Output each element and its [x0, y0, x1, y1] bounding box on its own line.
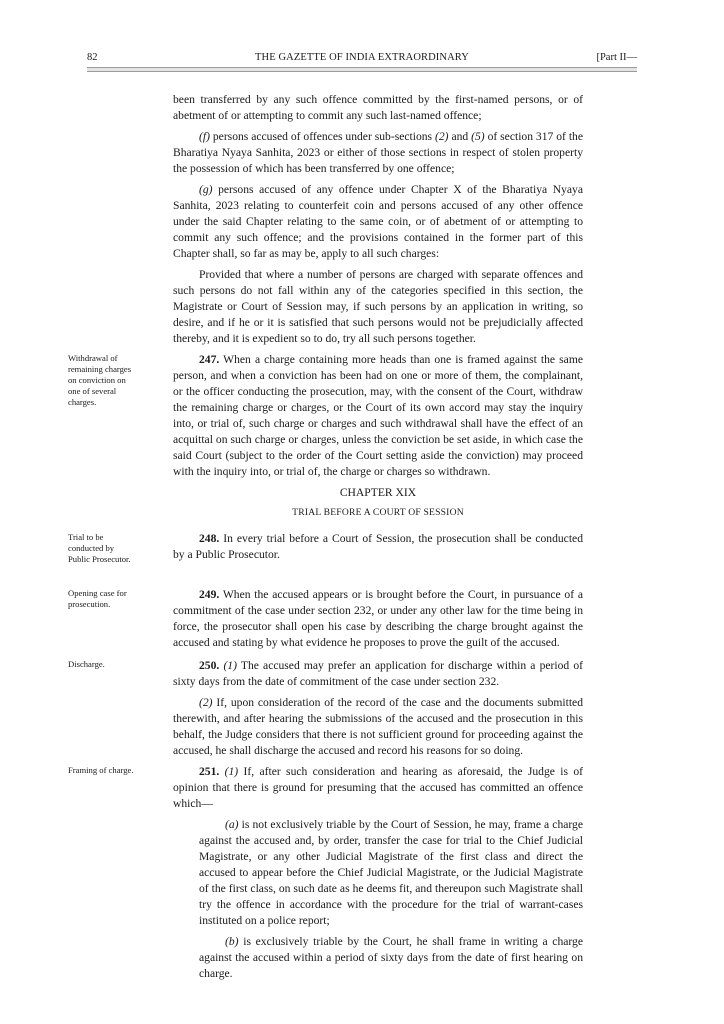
section-250-sub-2 [173, 695, 583, 759]
clause-a [173, 817, 583, 929]
clause-f-text-a: persons accused of offences under sub-sections [209, 130, 435, 143]
clause-g-mark: (g) [199, 183, 213, 196]
section-247-text [173, 352, 583, 480]
clause-b [173, 934, 583, 982]
section-text: When a charge containing more heads than one is framed against the same person, and when a conviction has been had on one or more of them, the complainant, or the officer conducting the prosecution, may, with the consent of the Court, withdraw the remaining charge or charges, or the Court of its own accord may stay the inquiry into, or trial of, such charge or charges and such withdrawal shall have the effect of an acquittal on such charge or charges, unless the conviction be set aside, in which case the said Court (subject to the order of the Court setting aside the conviction) may proceed with the inquiry into, or trial of, the charge or charges so withdrawn. [173, 353, 583, 478]
sub-section-5: (5) [471, 130, 485, 143]
section-249 [68, 587, 583, 651]
section-text: If, after such consideration and hearing as aforesaid, the Judge is of opinion that there is ground for presuming that the accused has committed an offence which— [173, 765, 583, 810]
section-250 [68, 658, 583, 690]
section-text: When the accused appears or is brought before the Court, in pursuance of a commitment of the case under section 232, or under any other law for the time being in force, the prosecutor shall open his case by describing the charge brought against the accused and stating by what evidence he proposes to prove the guilt of the accused. [173, 588, 583, 649]
section-text: The accused may prefer an application for discharge within a period of sixty days from the date of commitment of the case under section 232. [173, 659, 583, 688]
clause-g-text: persons accused of any offence under Chapter X of the Bharatiya Nyaya Sanhita, 2023 relating to counterfeit coin and persons accused of any other offence under the said Chapter relating to the same coin, or of abetment of or attempting to commit any such offence; and the provisions contained in the former part of this Chapter shall, so far as may be, apply to all such charges: [173, 183, 583, 260]
marginal-note-250: Discharge. [68, 659, 105, 669]
section-text: In every trial before a Court of Session, the prosecution shall be conducted by a Public Prosecutor. [173, 532, 583, 561]
clause-f-mark: (f) [199, 130, 210, 143]
gazette-title: THE GAZETTE OF INDIA EXTRAORDINARY [255, 52, 469, 63]
clause-g [173, 182, 583, 262]
sub-section-text: If, upon consideration of the record of the case and the documents submitted therewith, and after hearing the submissions of the accused and the prosecution in this behalf, the Judge considers that there is not sufficient ground for proceeding against the accused, he shall discharge the accused and record his reasons for so doing. [173, 696, 583, 757]
section-251 [68, 764, 583, 812]
section-251-text [173, 764, 583, 812]
marginal-note-248: Trial to be conducted by Public Prosecutor. [68, 532, 131, 564]
section-number: 248. [199, 532, 220, 545]
header-rule [87, 67, 637, 72]
clause-b-text: is exclusively triable by the Court, he shall frame in writing a charge against the accused within a period of sixty days from the date of first hearing on charge. [199, 935, 583, 980]
sub-section-2: (2) [434, 130, 449, 143]
section-249-text [173, 587, 583, 651]
document-body [68, 92, 584, 987]
section-248-text [173, 531, 583, 563]
section-number: 251. [199, 765, 220, 778]
clause-f-text-c: of section 317 of the Bharatiya Nyaya Sanhita, 2023 or either of those sections in respect of stolen property the possession of which has been transferred by one offence; [173, 130, 584, 175]
clause-f [173, 129, 583, 177]
clause-f-text-b: and [448, 130, 472, 143]
section-number: 247. [199, 353, 220, 366]
part-label: [Part II— [596, 52, 637, 63]
section-248 [68, 531, 583, 564]
paragraph-continuation: been transferred by any such offence committed by the first-named persons, or of abetment of or attempting to commit any such last-named offence; [173, 93, 583, 122]
section-247 [68, 352, 583, 480]
section-number: 250. [199, 659, 220, 672]
clause-b-mark: (b) [225, 935, 239, 948]
chapter-heading: CHAPTER XIX [339, 486, 417, 499]
sub-section-2-mark: (2) [199, 696, 213, 709]
clause-a-text: is not exclusively triable by the Court of Session, he may, frame a charge against the accused and, by order, transfer the case for trial to the Chief Judicial Magistrate, or any other Judicial Magistrate of the first class and direct the accused to appear before the Chief Judicial Magistrate, or the Judicial Magistrate of the first class, on such date as he deems fit, and thereupon such Magistrate shall try the offence in accordance with the procedure for the trial of warrant-cases instituted on a police report; [199, 818, 583, 927]
sub-section-1: (1) [224, 765, 239, 778]
marginal-note-247: Withdrawal of remaining charges on conviction on one of several charges. [68, 353, 132, 407]
sub-section-1: (1) [223, 659, 237, 672]
marginal-note-249: Opening case for prosecution. [68, 588, 127, 609]
section-250-text [173, 658, 583, 690]
page-header [87, 52, 637, 66]
section-number: 249. [199, 588, 220, 601]
marginal-note-251: Framing of charge. [68, 765, 134, 775]
clause-a-mark: (a) [225, 818, 239, 831]
proviso: Provided that where a number of persons are charged with separate offences and such persons do not fall within any of the categories specified in this section, the Magistrate or Court of Session may, if such persons by an application in writing, so desire, and if he or it is satisfied that such persons would not be prejudicially affected thereby, and it is expedient so to do, try all such persons together. [173, 268, 583, 345]
page-number: 82 [87, 52, 98, 63]
chapter-subheading: TRIAL BEFORE A COURT OF SESSION [292, 507, 464, 518]
